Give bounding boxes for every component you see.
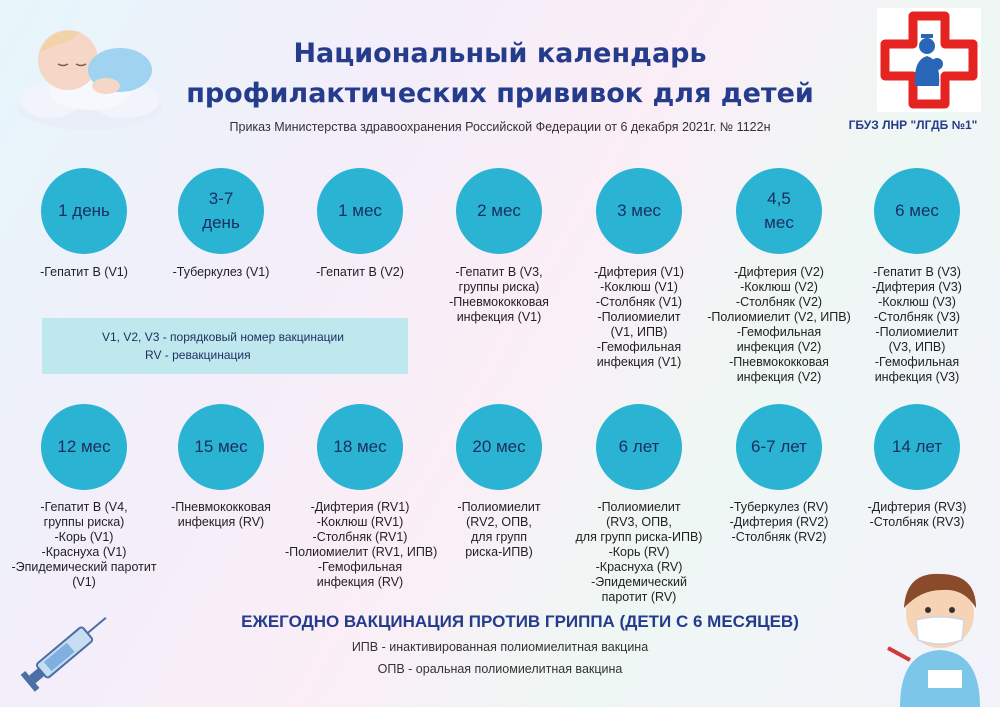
vaccine-list [564, 500, 714, 605]
vaccine-item: (RV2, ОПВ, [466, 515, 532, 529]
vaccine-item: инфекция (V2) [736, 370, 822, 384]
vaccine-list [424, 500, 574, 560]
age-label: 15 мес [194, 437, 248, 456]
age-label: 3-7 [208, 189, 234, 208]
vaccine-item: -Корь (V1) [54, 530, 114, 544]
vaccine-list [704, 500, 854, 545]
age-circle [456, 404, 542, 490]
vaccine-item: для групп риска-ИПВ) [575, 530, 703, 544]
title-line-1: Национальный календарь [293, 38, 707, 69]
vaccine-item: -Гемофильная [736, 325, 822, 339]
vaccine-item: инфекция (V3) [874, 370, 960, 384]
vaccine-item: -Пневмококковая [171, 500, 271, 514]
vaccine-item: -Краснуха (RV) [595, 560, 683, 574]
vaccine-item: группы риска) [43, 515, 125, 529]
vaccine-item: паротит (RV) [601, 590, 677, 604]
vaccine-item: -Столбняк (RV2) [731, 530, 827, 544]
page-subtitle: Приказ Министерства здравоохранения Российской Федерации от 6 декабря 2021г. № 1122н [229, 120, 771, 134]
age-label: 4,5 [767, 189, 791, 208]
child-in-mask-illustration [880, 552, 1000, 707]
age-circle [178, 404, 264, 490]
vaccine-item: -Гепатит В (V4, [40, 500, 128, 514]
age-label: 20 мес [472, 437, 526, 456]
vaccine-item: -Полиомиелит [875, 325, 959, 339]
age-circle [736, 168, 822, 254]
vaccine-item: для групп [471, 530, 527, 544]
vaccine-item: инфекция (V2) [736, 340, 822, 354]
vaccine-item: -Дифтерия (V1) [594, 265, 684, 279]
vaccine-item: -Столбняк (V2) [735, 295, 823, 309]
vaccine-item: -Дифтерия (V3) [872, 280, 962, 294]
legend-box [42, 318, 408, 374]
vaccine-item: -Дифтерия (RV3) [867, 500, 967, 514]
vaccine-list [285, 500, 438, 590]
legend-line-1: V1, V2, V3 - порядковый номер вакцинации [102, 330, 344, 344]
vaccine-list [564, 265, 714, 370]
syringe-illustration [14, 600, 124, 700]
vaccine-item: -Краснуха (V1) [41, 545, 127, 559]
vaccine-item: -Столбняк (V3) [873, 310, 961, 324]
age-label: 1 мес [338, 201, 382, 220]
vaccine-list [424, 265, 574, 325]
vaccine-item: -Дифтерия (V2) [734, 265, 824, 279]
age-circle [41, 168, 127, 254]
vaccine-list [842, 265, 992, 385]
vaccine-item: -Гемофильная [874, 355, 960, 369]
vaccine-item: -Гепатит В (V2) [316, 265, 404, 279]
age-label: день [202, 213, 240, 232]
vaccine-list [842, 500, 992, 530]
vaccine-item: -Гемофильная [317, 560, 403, 574]
age-label: 18 мес [333, 437, 387, 456]
vaccine-list [704, 265, 854, 385]
age-label: 6 лет [618, 437, 660, 456]
age-circle [596, 404, 682, 490]
age-circle [736, 404, 822, 490]
vaccine-item: (V1) [72, 575, 96, 589]
vaccine-item: -Гемофильная [596, 340, 682, 354]
vaccine-item: -Столбняк (V1) [595, 295, 683, 309]
vaccine-item: -Полиомиелит [457, 500, 541, 514]
vaccine-item: риска-ИПВ) [465, 545, 533, 559]
age-circle [41, 404, 127, 490]
vaccine-item: -Столбняк (RV1) [312, 530, 408, 544]
age-label: 6-7 лет [751, 437, 807, 456]
vaccine-item: -Полиомиелит [597, 310, 681, 324]
age-circle [317, 404, 403, 490]
vaccine-item: -Коклюш (V3) [878, 295, 956, 309]
vaccine-item: группы риска) [458, 280, 540, 294]
ipv-definition: ИПВ - инактивированная полиомиелитная вакцина [351, 640, 649, 654]
vaccine-item: -Эпидемический паротит [11, 560, 157, 574]
vaccine-item: (V1, ИПВ) [610, 325, 668, 339]
vaccine-item: -Полиомиелит (V2, ИПВ) [707, 310, 851, 324]
age-circle [874, 168, 960, 254]
age-circle [178, 168, 264, 254]
vaccine-list [146, 500, 296, 530]
vaccine-item: -Гепатит В (V3) [873, 265, 961, 279]
hospital-cross-logo [877, 8, 981, 112]
age-circle [317, 168, 403, 254]
vaccine-list [146, 265, 296, 280]
vaccine-item: инфекция (V1) [456, 310, 542, 324]
vaccine-item: инфекция (V1) [596, 355, 682, 369]
title-line-2: профилактических прививок для детей [186, 78, 814, 109]
vaccine-item: -Полиомиелит (RV1, ИПВ) [285, 545, 438, 559]
age-circle [456, 168, 542, 254]
vaccine-item: -Пневмококковая [449, 295, 549, 309]
age-circle [874, 404, 960, 490]
age-label: 2 мес [477, 201, 521, 220]
vaccine-list [285, 265, 435, 280]
sleeping-baby-illustration [10, 8, 170, 138]
vaccine-item: -Туберкулез (V1) [172, 265, 270, 279]
vaccine-item: -Дифтерия (RV1) [310, 500, 410, 514]
vaccine-item: -Пневмококковая [729, 355, 829, 369]
flu-notice: ЕЖЕГОДНО ВАКЦИНАЦИЯ ПРОТИВ ГРИППА (ДЕТИ С 6 МЕСЯЦЕВ) [241, 612, 799, 631]
age-label: 12 мес [57, 437, 111, 456]
vaccine-item: -Туберкулез (RV) [729, 500, 829, 514]
opv-definition: ОПВ - оральная полиомиелитная вакцина [377, 662, 623, 676]
page-title [150, 34, 850, 114]
vaccine-item: -Коклюш (V1) [600, 280, 678, 294]
vaccine-item: инфекция (RV) [316, 575, 404, 589]
vaccine-item: -Столбняк (RV3) [869, 515, 965, 529]
age-label: 14 лет [891, 437, 943, 456]
age-label: мес [764, 213, 794, 232]
age-label: 1 день [58, 201, 110, 220]
vaccine-item: (V3, ИПВ) [888, 340, 946, 354]
vaccine-item: инфекция (RV) [177, 515, 265, 529]
vaccine-item: -Гепатит В (V3, [455, 265, 543, 279]
vaccine-list [9, 265, 159, 280]
age-label: 6 мес [895, 201, 939, 220]
age-label: 3 мес [617, 201, 661, 220]
vaccine-item: -Дифтерия (RV2) [729, 515, 829, 529]
vaccine-list [9, 500, 159, 590]
vaccine-item: -Корь (RV) [608, 545, 670, 559]
vaccine-item: -Эпидемический [591, 575, 687, 589]
vaccine-item: -Полиомиелит [597, 500, 681, 514]
age-circle [596, 168, 682, 254]
legend-line-2: RV - ревакцинация [145, 348, 251, 362]
vaccine-item: (RV3, ОПВ, [606, 515, 672, 529]
organization-name: ГБУЗ ЛНР "ЛГДБ №1" [848, 118, 978, 132]
vaccine-item: -Коклюш (V2) [740, 280, 818, 294]
vaccine-item: -Коклюш (RV1) [316, 515, 404, 529]
vaccine-item: -Гепатит В (V1) [40, 265, 128, 279]
